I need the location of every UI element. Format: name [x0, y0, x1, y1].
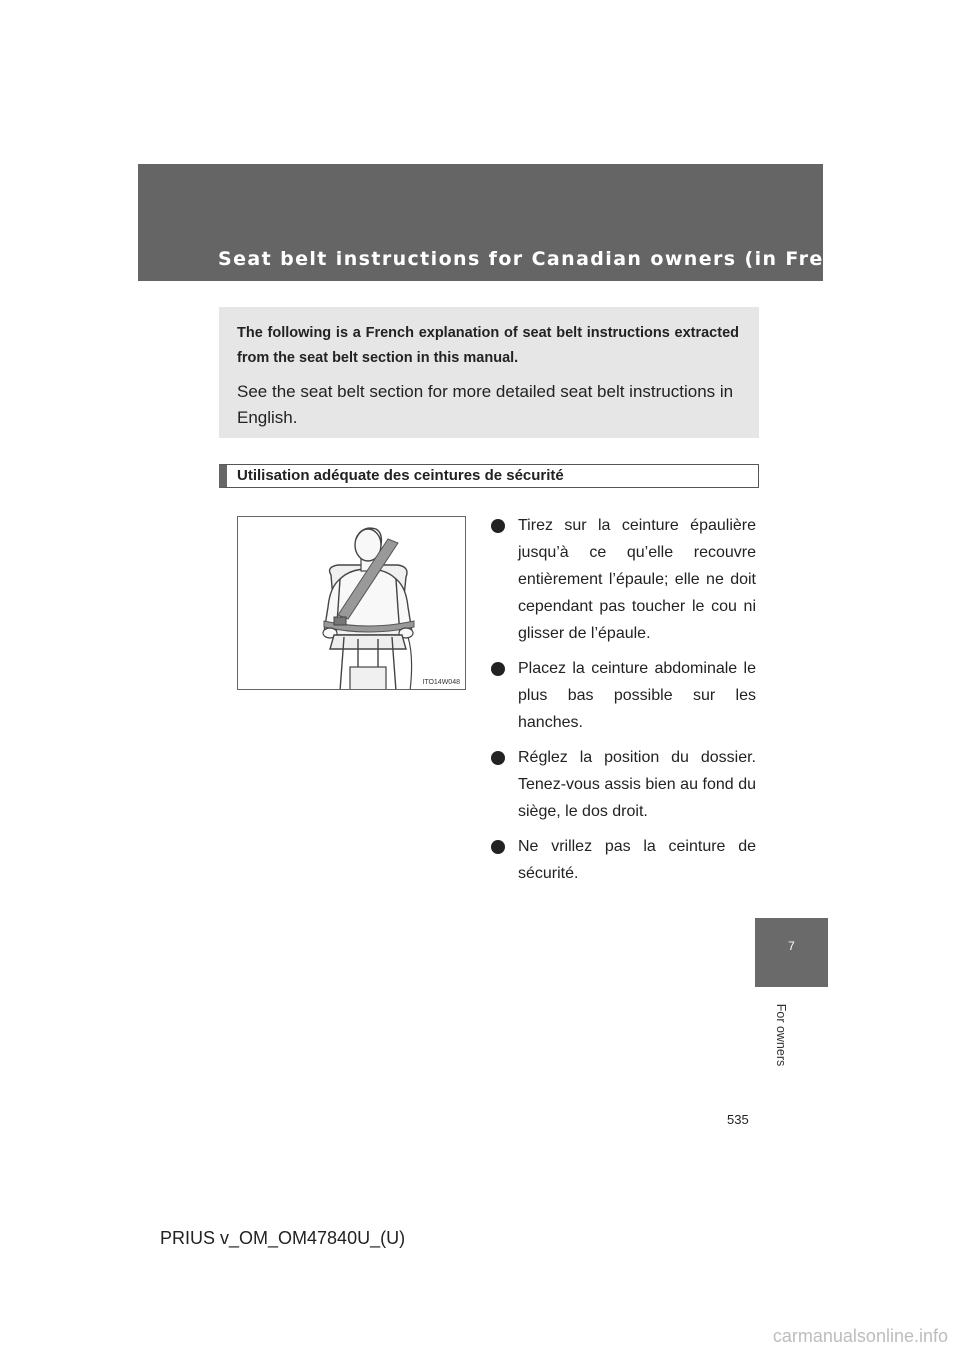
- list-item: [491, 655, 756, 736]
- page-title: Seat belt instructions for Canadian owners (in French): [218, 248, 877, 270]
- chapter-tab: [755, 918, 828, 987]
- figure-code: ITO14W048: [422, 679, 460, 686]
- bullet-icon: [491, 751, 505, 765]
- intro-normal-text: See the seat belt section for more detailed seat belt instructions in English.: [237, 382, 734, 427]
- instruction-list: [491, 512, 756, 895]
- bullet-icon: [491, 840, 505, 854]
- list-item-text: Tirez sur la ceinture épaulière jusqu’à ce qu’elle recouvre entièrement l’épaule; elle ne doit cependant pas toucher le cou ni glisser de l’épaule.: [518, 517, 756, 642]
- bullet-icon: [491, 662, 505, 676]
- intro-bold-text: The following is a French explanation of seat belt instructions extracted from the seat belt section in this manual.: [237, 325, 739, 366]
- list-item-text: Placez la ceinture abdominale le plus bas possible sur les hanches.: [518, 660, 756, 731]
- list-item: [491, 833, 756, 887]
- seat-belt-figure: [237, 516, 466, 690]
- list-item: [491, 744, 756, 825]
- intro-box: [219, 307, 759, 438]
- header-bar: [138, 164, 877, 281]
- chapter-number: 7: [788, 939, 795, 953]
- chapter-label-text: For owners: [774, 1003, 788, 1067]
- list-item: [491, 512, 756, 647]
- section-heading: [219, 464, 759, 488]
- page-number: 535: [727, 1112, 749, 1127]
- watermark: carmanualsonline.info: [772, 1326, 948, 1346]
- manual-code: PRIUS v_OM_OM47840U_(U): [160, 1228, 406, 1248]
- list-item-text: Ne vrillez pas la ceinture de sécurité.: [518, 838, 756, 882]
- bullet-icon: [491, 519, 505, 533]
- seated-person-illustration: [238, 517, 466, 690]
- list-item-text: Réglez la position du dossier. Tenez-vous assis bien au fond du siège, le dos droit.: [518, 749, 756, 820]
- chapter-label: [774, 995, 788, 1075]
- section-heading-text: Utilisation adéquate des ceintures de sécurité: [237, 467, 564, 484]
